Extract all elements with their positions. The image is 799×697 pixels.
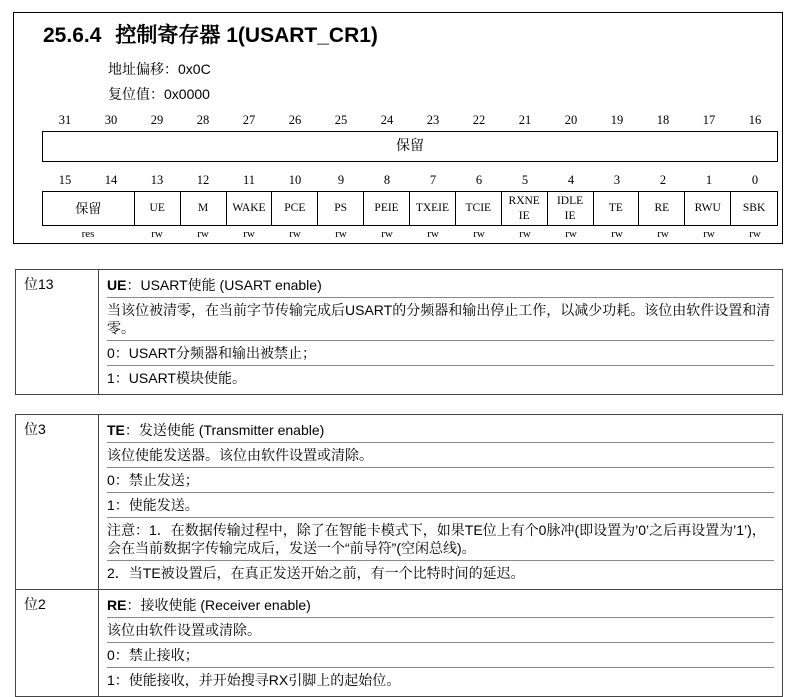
register-field: TXEIE — [410, 192, 456, 225]
access-type: rw — [289, 228, 301, 240]
register-field: 保留 — [43, 192, 135, 225]
bit3-line: 0：禁止发送； — [107, 468, 774, 493]
bit-number: 25 — [334, 113, 348, 127]
bit-number: 0 — [751, 173, 759, 187]
access-type: rw — [381, 228, 393, 240]
bit3-note: 注意：1．在数据传输过程中，除了在智能卡模式下，如果TE位上有个0脉冲(即设置为’0’之后再设置为’1’)，会在当前数据字传输完成后，发送一个“前导符”(空闲总线)。 — [107, 518, 774, 561]
access-type: rw — [473, 228, 485, 240]
bit2-description — [99, 590, 783, 697]
bit-number: 17 — [702, 113, 716, 127]
access-type: rw — [197, 228, 209, 240]
register-field: RWU — [685, 192, 731, 225]
address-offset: 地址偏移：0x0C — [108, 61, 211, 77]
bit13-label: 位13 — [16, 270, 99, 395]
bit-number: 22 — [472, 113, 486, 127]
access-type: rw — [749, 228, 761, 240]
register-field: PCE — [272, 192, 318, 225]
bit3-note: 2．当TE被设置后，在真正发送开始之前，有一个比特时间的延迟。 — [107, 565, 525, 581]
bit-number: 10 — [288, 173, 302, 187]
bit-number: 19 — [610, 113, 624, 127]
register-fields — [42, 191, 778, 226]
bit-number: 26 — [288, 113, 302, 127]
section-number: 25.6.4 — [43, 24, 102, 47]
register-field: RE — [639, 192, 685, 225]
bit-number: 14 — [104, 173, 118, 187]
register-field: PEIE — [364, 192, 410, 225]
access-type: rw — [611, 228, 623, 240]
bit-number: 11 — [242, 173, 256, 187]
register-name: 控制寄存器 1(USART_CR1) — [115, 24, 378, 47]
bit3-description — [99, 415, 783, 590]
bit-number: 24 — [380, 113, 394, 127]
access-type: rw — [243, 228, 255, 240]
bit-number: 28 — [196, 113, 210, 127]
register-field: RXNE IE — [502, 192, 548, 225]
register-field: TE — [594, 192, 640, 225]
register-field: TCIE — [456, 192, 502, 225]
bit-number: 7 — [429, 173, 437, 187]
bit-number: 27 — [242, 113, 256, 127]
bit-number: 21 — [518, 113, 532, 127]
bit3-label: 位3 — [16, 415, 99, 590]
bit13-line: 1：USART模块使能。 — [107, 370, 246, 386]
bit-number: 29 — [150, 113, 164, 127]
bit-number: 16 — [748, 113, 762, 127]
bit-number: 13 — [150, 173, 164, 187]
bit-number: 30 — [104, 113, 118, 127]
access-type: rw — [565, 228, 577, 240]
bit-number: 3 — [613, 173, 621, 187]
bit-number: 5 — [521, 173, 529, 187]
bit2-line: 0：禁止接收； — [107, 643, 774, 668]
bit-number: 9 — [337, 173, 345, 187]
bit2-label: 位2 — [16, 590, 99, 697]
bit2-line: 1：使能接收，并开始搜寻RX引脚上的起始位。 — [107, 672, 401, 688]
bit-number: 18 — [656, 113, 670, 127]
bit-number: 2 — [659, 173, 667, 187]
bit13-line: 当该位被清零，在当前字节传输完成后USART的分频器和输出停止工作，以减少功耗。该位由软件设置和清零。 — [107, 298, 774, 341]
bit13-line: 0：USART分频器和输出被禁止； — [107, 341, 774, 366]
register-field: WAKE — [227, 192, 273, 225]
section-title — [43, 19, 378, 49]
bit-number: 20 — [564, 113, 578, 127]
bit-number: 6 — [475, 173, 483, 187]
bit13-description — [99, 270, 783, 395]
access-types — [42, 228, 778, 240]
bit-number: 15 — [58, 173, 72, 187]
bit-number: 8 — [383, 173, 391, 187]
register-field: IDLE IE — [548, 192, 594, 225]
bit3-line: 该位使能发送器。该位由软件设置或清除。 — [107, 443, 774, 468]
access-type: rw — [519, 228, 531, 240]
access-type: rw — [335, 228, 347, 240]
bit3-heading: TE：发送使能 (Transmitter enable) — [107, 418, 774, 443]
access-type: res — [81, 228, 95, 240]
access-type: rw — [151, 228, 163, 240]
bit-number: 23 — [426, 113, 440, 127]
register-field: SBK — [742, 202, 766, 214]
bit3-bit2-table — [15, 414, 783, 697]
bit3-line: 1：使能发送。 — [107, 493, 774, 518]
bit-number: 31 — [58, 113, 72, 127]
register-field: M — [181, 192, 227, 225]
bit2-line: 该位由软件设置或清除。 — [107, 618, 774, 643]
reserved-high-field: 保留 — [42, 131, 778, 162]
bit2-heading: RE：接收使能 (Receiver enable) — [107, 593, 774, 618]
bit-number: 12 — [196, 173, 210, 187]
access-type: rw — [657, 228, 669, 240]
bit13-table — [15, 269, 783, 395]
bit13-heading: UE：USART使能 (USART enable) — [107, 273, 774, 298]
register-field: UE — [135, 192, 181, 225]
bit-number: 4 — [567, 173, 575, 187]
reset-value: 复位值：0x0000 — [108, 86, 210, 102]
bit-number: 1 — [705, 173, 713, 187]
access-type: rw — [427, 228, 439, 240]
access-type: rw — [703, 228, 715, 240]
register-field: PS — [318, 192, 364, 225]
